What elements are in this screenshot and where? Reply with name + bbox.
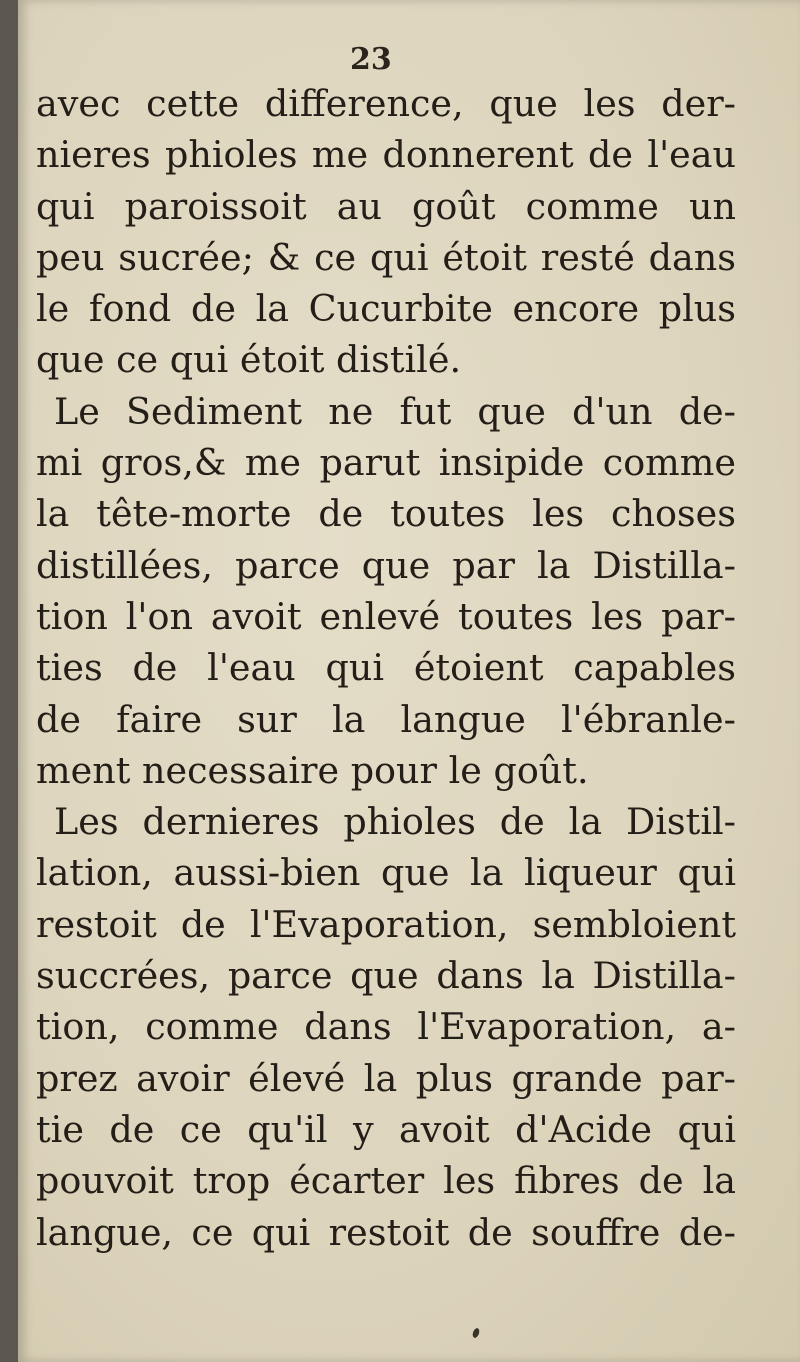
text-line: prez avoir élevé la plus grande par-	[36, 1056, 736, 1100]
ink-speck	[471, 1327, 480, 1338]
text-line: peu sucrée; & ce qui étoit resté dans	[36, 235, 736, 279]
text-line: Le Sediment ne fut que d'un de-	[54, 389, 736, 433]
text-line: pouvoit trop écarter les fibres de la	[36, 1159, 736, 1203]
text-line: mi gros,& me parut insipide comme	[36, 441, 736, 485]
text-line: langue, ce qui restoit de souffre de-	[36, 1210, 736, 1254]
text-line: avec cette difference, que les der-	[36, 82, 736, 125]
text-line: distillées, parce que par la Distilla-	[36, 543, 736, 587]
text-line: Les dernieres phioles de la Distil-	[54, 800, 736, 844]
text-line: tion, comme dans l'Evaporation, a-	[36, 1005, 736, 1049]
text-line: la tête-morte de toutes les choses	[36, 492, 736, 536]
page-number: 23	[350, 42, 392, 77]
book-page	[18, 0, 800, 1362]
text-line: tion l'on avoit enlevé toutes les par-	[36, 594, 736, 638]
text-line: de faire sur la langue l'ébranle-	[36, 697, 736, 741]
text-line: que ce qui étoit distilé.	[36, 338, 462, 382]
text-line: qui paroissoit au goût comme un	[36, 184, 736, 228]
text-line: succrées, parce que dans la Distilla-	[36, 954, 736, 998]
text-line: lation, aussi-bien que la liqueur qui	[36, 851, 736, 895]
text-line: le fond de la Cucurbite encore plus	[36, 287, 736, 331]
text-line: tie de ce qu'il y avoit d'Acide qui	[36, 1107, 736, 1151]
text-line: ties de l'eau qui étoient capables	[36, 646, 736, 690]
text-line: ment necessaire pour le goût.	[36, 748, 589, 792]
text-line: nieres phioles me donnerent de l'eau	[36, 133, 736, 177]
text-line: restoit de l'Evaporation, sembloient	[36, 902, 736, 946]
body-text	[36, 78, 736, 1258]
